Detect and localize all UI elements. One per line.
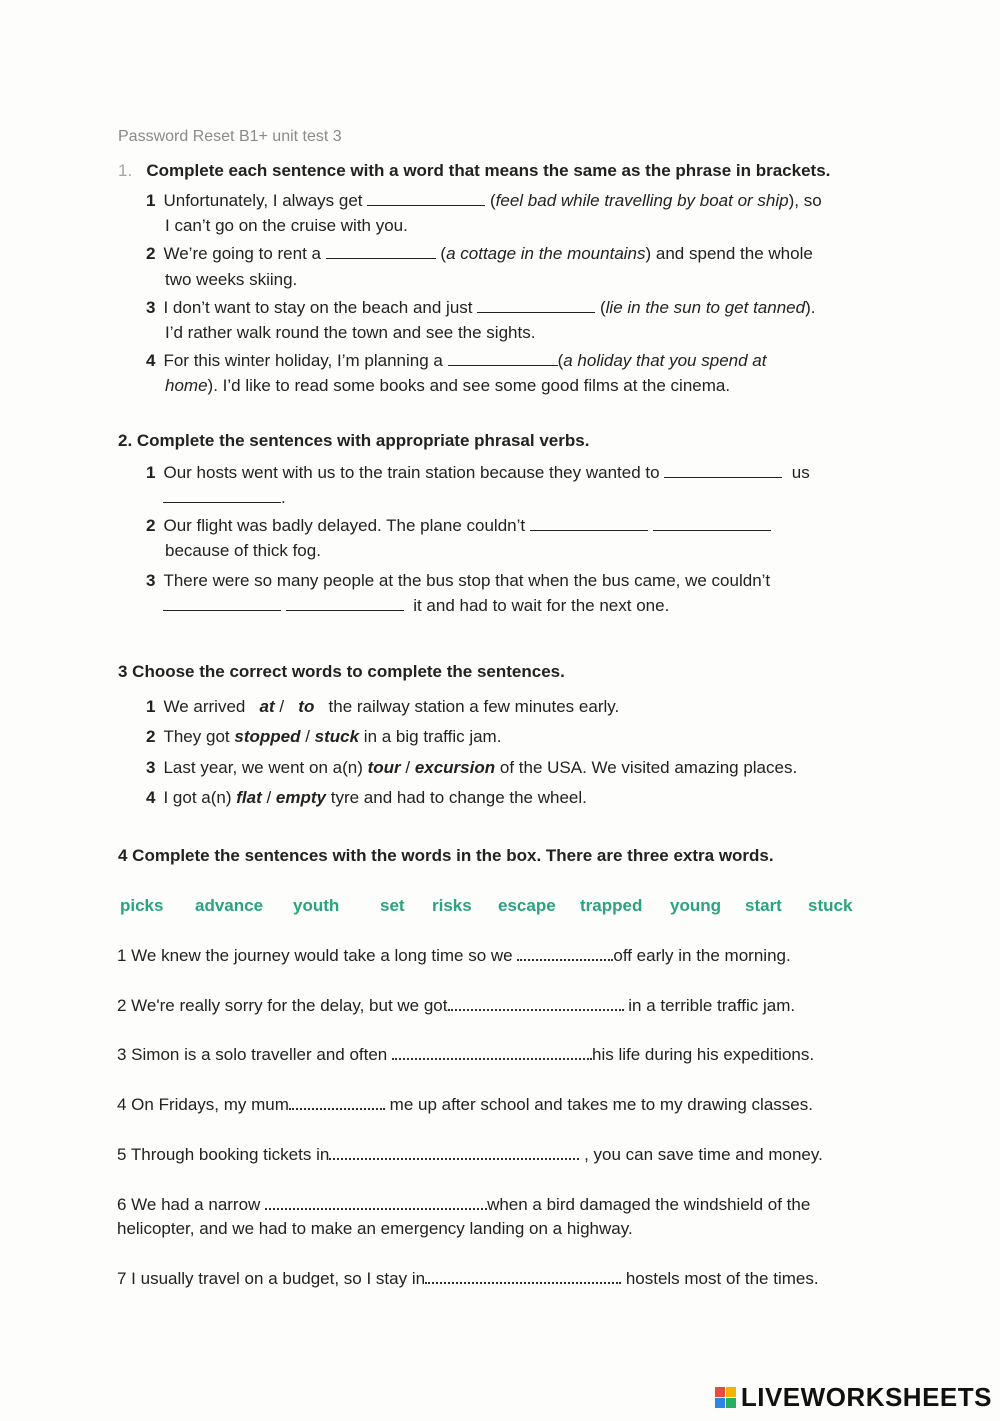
s1-q4-line1: 4 For this winter holiday, I’m planning a (a holiday that you spend at bbox=[146, 351, 767, 370]
s4-q4: 4 On Fridays, my mum me up after school and takes me to my drawing classes. bbox=[117, 1095, 813, 1114]
word-box-item: start bbox=[745, 896, 782, 915]
s1-q3-line2: I’d rather walk round the town and see the sights. bbox=[165, 323, 536, 342]
s3-q1: 1 We arrived at / to the railway station a few minutes early. bbox=[146, 697, 620, 716]
s1-q3-line1: 3 I don’t want to stay on the beach and just (lie in the sun to get tanned). bbox=[146, 298, 816, 317]
word-box-item: risks bbox=[432, 896, 472, 915]
option-b[interactable]: to bbox=[298, 697, 315, 716]
s3-q4: 4 I got a(n) flat / empty tyre and had to change the wheel. bbox=[146, 788, 587, 807]
word-box-item: youth bbox=[293, 896, 340, 915]
option-a[interactable]: stopped bbox=[234, 727, 301, 746]
s1-q1-line2: I can’t go on the cruise with you. bbox=[165, 216, 408, 235]
answer-blank[interactable] bbox=[163, 488, 281, 503]
s1-q1-line1: 1 Unfortunately, I always get (feel bad while travelling by boat or ship), so bbox=[146, 191, 822, 210]
answer-blank[interactable] bbox=[286, 596, 404, 611]
s4-q7: 7 I usually travel on a budget, so I stay in hostels most of the times. bbox=[117, 1269, 819, 1288]
s2-q3-line1: 3 There were so many people at the bus stop that when the bus came, we couldn’t bbox=[146, 571, 771, 590]
word-box-item: advance bbox=[195, 896, 264, 915]
answer-blank[interactable] bbox=[653, 516, 771, 531]
s4-q1: 1 We knew the journey would take a long time so we off early in the morning. bbox=[117, 946, 791, 965]
s2-q1-line1: 1 Our hosts went with us to the train station because they wanted to us bbox=[146, 463, 810, 482]
s1-q2-line1: 2 We’re going to rent a (a cottage in the mountains) and spend the whole bbox=[146, 244, 813, 263]
option-b[interactable]: excursion bbox=[414, 758, 496, 777]
answer-blank[interactable] bbox=[392, 1046, 592, 1060]
s2-q2-line2: because of thick fog. bbox=[165, 541, 321, 560]
word-box-item: trapped bbox=[580, 896, 643, 915]
option-b[interactable]: stuck bbox=[314, 727, 360, 746]
answer-blank[interactable] bbox=[448, 351, 558, 366]
word-box-item: young bbox=[670, 896, 721, 915]
word-box-item: set bbox=[380, 896, 405, 915]
answer-blank[interactable] bbox=[329, 1146, 579, 1160]
word-box-item: escape bbox=[498, 896, 556, 915]
answer-blank[interactable] bbox=[664, 463, 782, 478]
s3-q3: 3 Last year, we went on a(n) tour / excursion of the USA. We visited amazing places. bbox=[146, 758, 798, 777]
option-a[interactable]: flat bbox=[236, 788, 262, 807]
answer-blank[interactable] bbox=[367, 191, 485, 206]
answer-blank[interactable] bbox=[530, 516, 648, 531]
answer-blank[interactable] bbox=[517, 947, 613, 961]
section-1-title: 1. Complete each sentence with a word that means the same as the phrase in brackets. bbox=[118, 161, 831, 180]
s4-q3: 3 Simon is a solo traveller and often his life during his expeditions. bbox=[117, 1045, 815, 1064]
liveworksheets-logo: LIVEWORKSHEETS bbox=[715, 1382, 992, 1413]
answer-blank[interactable] bbox=[289, 1096, 385, 1110]
option-a[interactable]: tour bbox=[367, 758, 401, 777]
s1-q4-line2: home). I’d like to read some books and see some good films at the cinema. bbox=[165, 376, 731, 395]
answer-blank[interactable] bbox=[163, 596, 281, 611]
option-a[interactable]: at bbox=[259, 697, 275, 716]
worksheet-header: Password Reset B1+ unit test 3 bbox=[118, 128, 342, 145]
answer-blank[interactable] bbox=[326, 244, 436, 259]
s1-q2-line2: two weeks skiing. bbox=[165, 270, 298, 289]
s2-q3-line2: it and had to wait for the next one. bbox=[163, 596, 669, 616]
option-b[interactable]: empty bbox=[275, 788, 326, 807]
section-4-title: 4 Complete the sentences with the words in the box. There are three extra words. bbox=[118, 846, 774, 865]
word-box-item: stuck bbox=[808, 896, 853, 915]
logo-mark-icon bbox=[715, 1387, 737, 1409]
section-2-title: 2. Complete the sentences with appropriate phrasal verbs. bbox=[118, 431, 590, 450]
s4-q5: 5 Through booking tickets in , you can save time and money. bbox=[117, 1145, 823, 1164]
answer-blank[interactable] bbox=[425, 1270, 621, 1284]
s4-q6-line2: helicopter, and we had to make an emergency landing on a highway. bbox=[117, 1219, 633, 1238]
s4-q6-line1: 6 We had a narrow when a bird damaged the windshield of the bbox=[117, 1195, 811, 1214]
s4-q2: 2 We're really sorry for the delay, but we got in a terrible traffic jam. bbox=[117, 996, 796, 1015]
s2-q2-line1: 2 Our flight was badly delayed. The plane couldn’t bbox=[146, 516, 771, 536]
section-3-title: 3 Choose the correct words to complete the sentences. bbox=[118, 662, 565, 681]
answer-blank[interactable] bbox=[477, 298, 595, 313]
s3-q2: 2 They got stopped / stuck in a big traffic jam. bbox=[146, 727, 502, 746]
answer-blank[interactable] bbox=[265, 1196, 487, 1210]
answer-blank[interactable] bbox=[448, 997, 624, 1011]
word-box-item: picks bbox=[120, 896, 164, 915]
s2-q1-line2: . bbox=[163, 488, 286, 508]
